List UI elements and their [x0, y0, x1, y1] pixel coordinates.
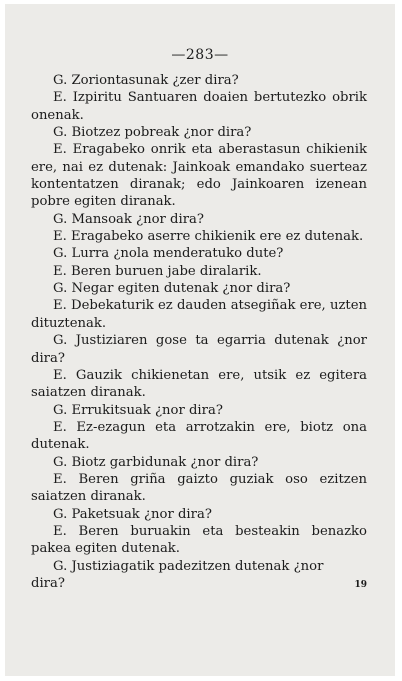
book-page [5, 4, 395, 676]
paragraph: E. Beren buruakin eta besteakin benazko pakea egiten dutenak. [31, 523, 367, 557]
paragraph: E. Eragabeko aserre chikienik ere ez dutenak. [53, 229, 364, 245]
paragraph: E. Beren griña gaizto guziak oso ezitzen saiatzen diranak. [31, 471, 367, 505]
paragraph: E. Beren buruen jabe diralarik. [53, 263, 262, 279]
catechism-text [31, 72, 367, 594]
signature-mark: 19 [354, 579, 367, 590]
paragraph: E. Gauzik chikienetan ere, utsik ez egitera saiatzen diranak. [31, 367, 367, 401]
final-paragraph-last-line: dira? [31, 575, 65, 591]
paragraph: G. Errukitsuak ¿nor dira? [53, 402, 223, 418]
paragraph: G. Justiziaren gose ta egarria dutenak ¿nor dira? [31, 333, 367, 366]
page-number: —283— [171, 47, 229, 63]
final-line [31, 575, 367, 594]
paragraph: E. Eragabeko onrik eta aberastasun chikienik ere, nai ez dutenak: Jainkoak emandako suerteaz kontentatzen diranak; edo Jainkoaren izenean pobre egiten diranak. [31, 142, 367, 210]
paragraph: E. Debekaturik ez dauden atsegiñak ere, uzten dituztenak. [31, 298, 367, 331]
final-paragraph-first-line: G. Justiziagatik padezitzen dutenak ¿nor [53, 558, 324, 574]
paragraph: G. Zoriontasunak ¿zer dira? [53, 73, 239, 88]
paragraph: E. Ez-ezagun eta arrotzakin ere, biotz ona dutenak. [31, 419, 367, 453]
paragraph: G. Paketsuak ¿nor dira? [53, 506, 212, 522]
paragraph: G. Mansoak ¿nor dira? [53, 211, 204, 227]
paragraph: G. Lurra ¿nola menderatuko dute? [53, 246, 284, 262]
paragraph: G. Biotz garbidunak ¿nor dira? [53, 454, 259, 470]
paragraph: G. Negar egiten dutenak ¿nor dira? [53, 281, 291, 297]
paragraph: E. Izpiritu Santuaren doaien bertutezko obrik onenak. [31, 90, 367, 123]
paragraph: G. Biotzez pobreak ¿nor dira? [53, 125, 252, 141]
